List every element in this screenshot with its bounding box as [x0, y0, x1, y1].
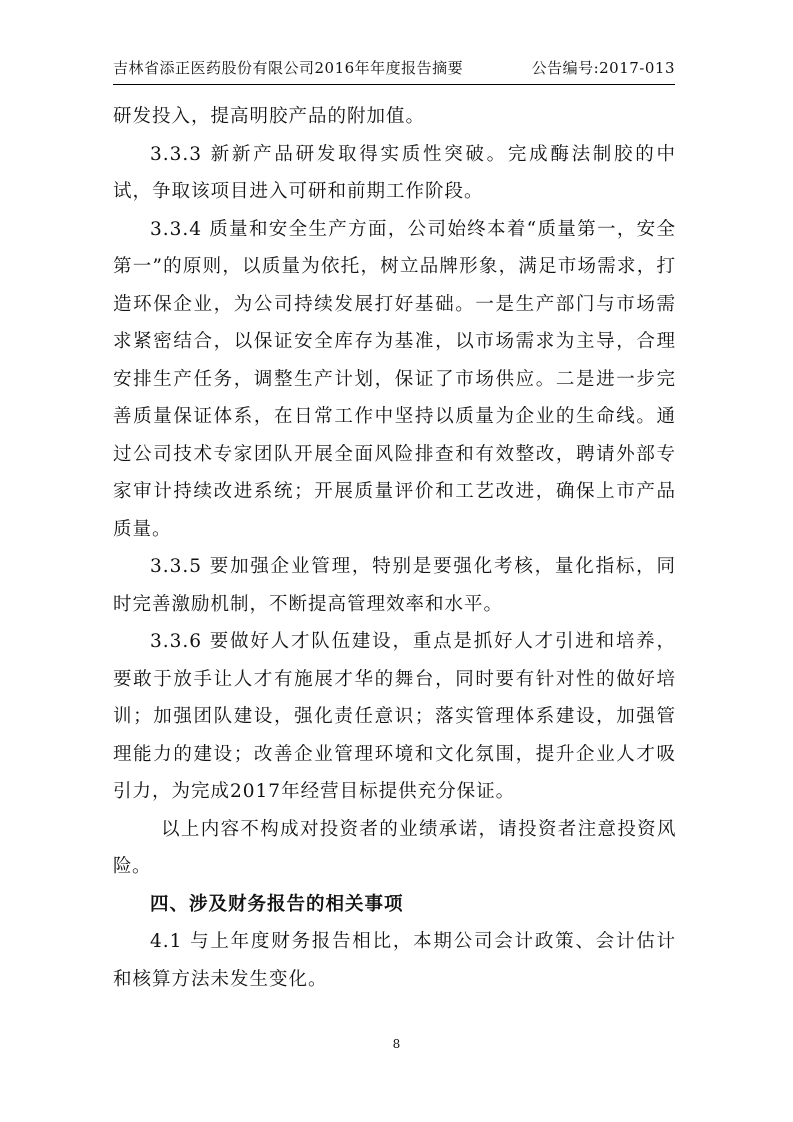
disclaimer-note: 以上内容不构成对投资者的业绩承诺，请投资者注意投资风险。 [113, 818, 676, 877]
page-header [113, 59, 675, 77]
paragraph-3-3-4: 3.3.4 质量和安全生产方面，公司始终本着“质量第一，安全第一”的原则，以质量为依托，树立品牌形象，满足市场需求，打造环保企业，为公司持续发展打好基础。一是生产部门与市场需求紧密结合，以保证安全库存为基准，以市场需求为主导，合理安排生产任务，调整生产计划，保证了市场供应。二是进一步完善质量保证体系，在日常工作中坚持以质量为企业的生命线。通过公司技术专家团队开展全面风险排查和有效整改，聘请外部专家审计持续改进系统；开展质量评价和工艺改进，确保上市产品质量。 [113, 218, 676, 540]
paragraph-3-3-3: 3.3.3 新新产品研发取得实质性突破。完成酶法制胶的中试，争取该项目进入可研和前期工作阶段。 [113, 143, 676, 202]
announcement-number: 公告编号:2017-013 [531, 59, 675, 77]
report-title: 吉林省添正医药股份有限公司2016年年度报告摘要 [113, 59, 464, 77]
paragraph-3-3-5: 3.3.5 要加强企业管理，特别是要强化考核，量化指标，同时完善激励机制，不断提高管理效率和水平。 [113, 556, 676, 615]
paragraph-3-3-6: 3.3.6 要做好人才队伍建设，重点是抓好人才引进和培养，要敢于放手让人才有施展才华的舞台，同时要有针对性的做好培训；加强团队建设，强化责任意识；落实管理体系建设，加强管理能力的建设；改善企业管理环境和文化氛围，提升企业人才吸引力，为完成2017年经营目标提供充分保证。 [113, 631, 676, 802]
paragraph-4-1: 4.1 与上年度财务报告相比，本期公司会计政策、会计估计和核算方法未发生变化。 [113, 931, 676, 990]
document-body [113, 98, 676, 998]
header-divider [113, 84, 675, 85]
section-heading: 四、涉及财务报告的相关事项 [150, 893, 404, 915]
paragraph-continuation: 研发投入，提高明胶产品的附加值。 [113, 106, 426, 127]
page-number: 8 [392, 1037, 401, 1051]
